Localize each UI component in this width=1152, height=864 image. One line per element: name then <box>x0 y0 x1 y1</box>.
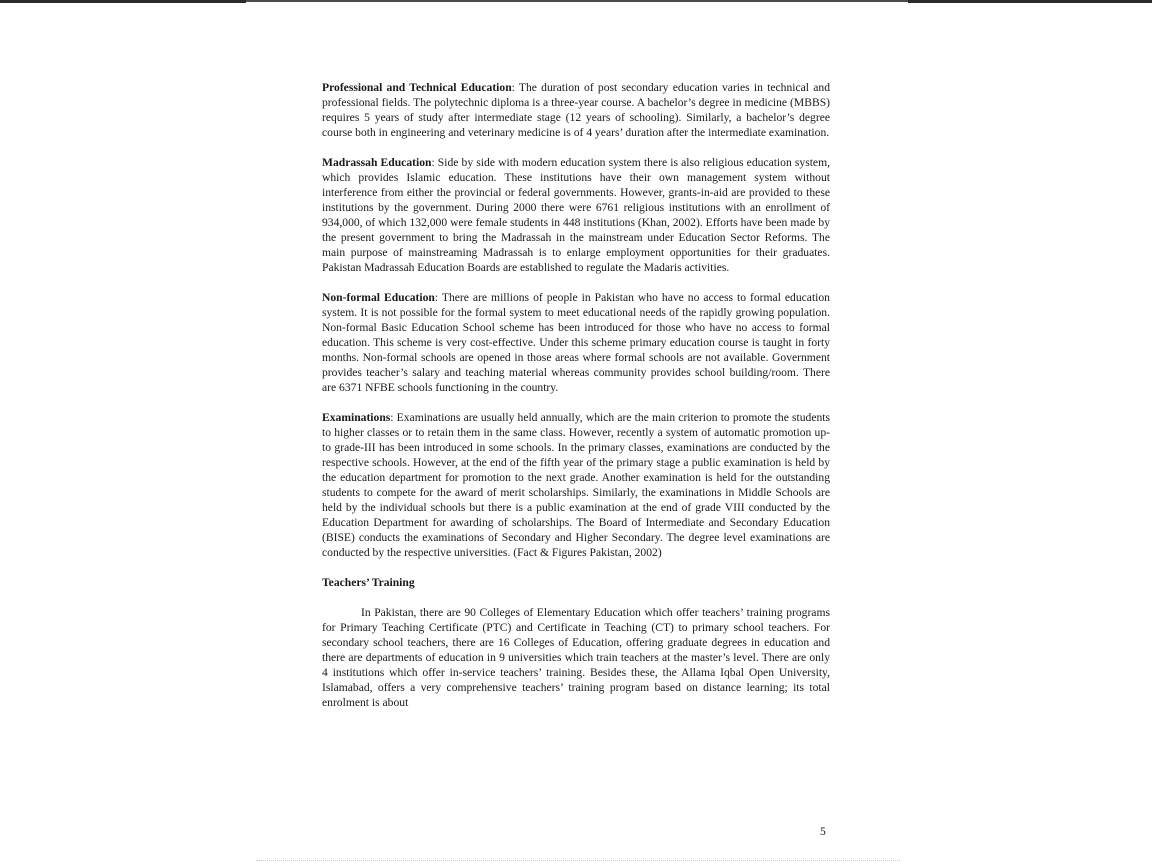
paragraph-examinations <box>322 410 830 560</box>
top-border-right <box>908 0 1152 3</box>
text-examinations: : Examinations are usually held annually, which are the main criterion to promote the students to higher classes or to retain them in the same class. However, recently a system of automatic promotion up-to grade-III has been introduced in some schools. In the primary classes, examinations are conducted by the respective schools. However, at the end of the fifth year of the primary stage a public examination is held by the education department for promotion to the next grade. Another examination is held for the outstanding students to compete for the award of merit scholarships. Similarly, the examinations in Middle Schools are held by the individual schools but there is a public examination at the end of grade VIII conducted by the Education Department for awarding of scholarships. The Board of Intermediate and Secondary Education (BISE) conducts the examinations of Secondary and Higher Secondary. The degree level examinations are conducted by the respective universities. (Fact & Figures Pakistan, 2002) <box>322 411 830 559</box>
paragraph-teachers-training: In Pakistan, there are 90 Colleges of Elementary Education which offer teachers’ training programs for Primary Teaching Certificate (PTC) and Certificate in Teaching (CT) to primary school teachers. For secondary school teachers, there are 16 Colleges of Education, offering graduate degrees in education and there are departments of education in 9 universities which train teachers at the master’s level. There are only 4 institutions which offer in-service teachers’ training. Besides these, the Allama Iqbal Open University, Islamabad, offers a very comprehensive teachers’ training program based on distance learning; its total enrolment is about <box>322 606 830 709</box>
term-non-formal-education: Non-formal Education <box>322 291 435 304</box>
top-border-left <box>0 0 246 3</box>
term-professional-technical-education: Professional and Technical Education <box>322 81 512 94</box>
term-examinations: Examinations <box>322 411 391 424</box>
paragraph-non-formal-education <box>322 290 830 395</box>
section-heading-teachers-training: Teachers’ Training <box>322 576 415 589</box>
term-madrassah-education: Madrassah Education <box>322 156 432 169</box>
text-non-formal-education: : There are millions of people in Pakistan who have no access to formal education system. It is not possible for the formal system to meet educational needs of the rapidly growing population. Non-formal Basic Education School scheme has been introduced for those who have no access to formal education. This scheme is very cost-effective. Under this scheme primary education course is taught in forty months. Non-formal schools are opened in those areas where formal schools are not available. Government provides teacher’s salary and teaching material whereas community provides school building/room. There are 6371 NFBE schools functioning in the country. <box>322 291 830 394</box>
page-bottom-edge <box>256 860 900 861</box>
page-number: 5 <box>820 825 826 838</box>
document-page <box>322 80 830 725</box>
paragraph-madrassah-education <box>322 155 830 275</box>
text-professional-technical-education: : The duration of post secondary education varies in technical and professional fields. The polytechnic diploma is a three-year course. A bachelor’s degree in medicine (MBBS) requires 5 years of study after intermediate stage (12 years of schooling). Similarly, a bachelor’s degree course both in engineering and veterinary medicine is of 4 years’ duration after the intermediate examination. <box>322 81 830 139</box>
paragraph-professional-technical-education <box>322 80 830 140</box>
top-border-middle <box>246 0 908 2</box>
text-madrassah-education: : Side by side with modern education system there is also religious education system, which provides Islamic education. These institutions have their own management system without interference from either the provincial or federal governments. However, grants-in-aid are provided to these institutions by the government. During 2000 there were 6761 religious institutions with an enrollment of 934,000, of which 132,000 were female students in 448 institutions (Khan, 2002). Efforts have been made by the present government to bring the Madrassah in the mainstream under Education Sector Reforms. The main purpose of mainstreaming Madrassah is to enlarge employment opportunities for their graduates. Pakistan Madrassah Education Boards are established to regulate the Madaris activities. <box>322 156 830 274</box>
